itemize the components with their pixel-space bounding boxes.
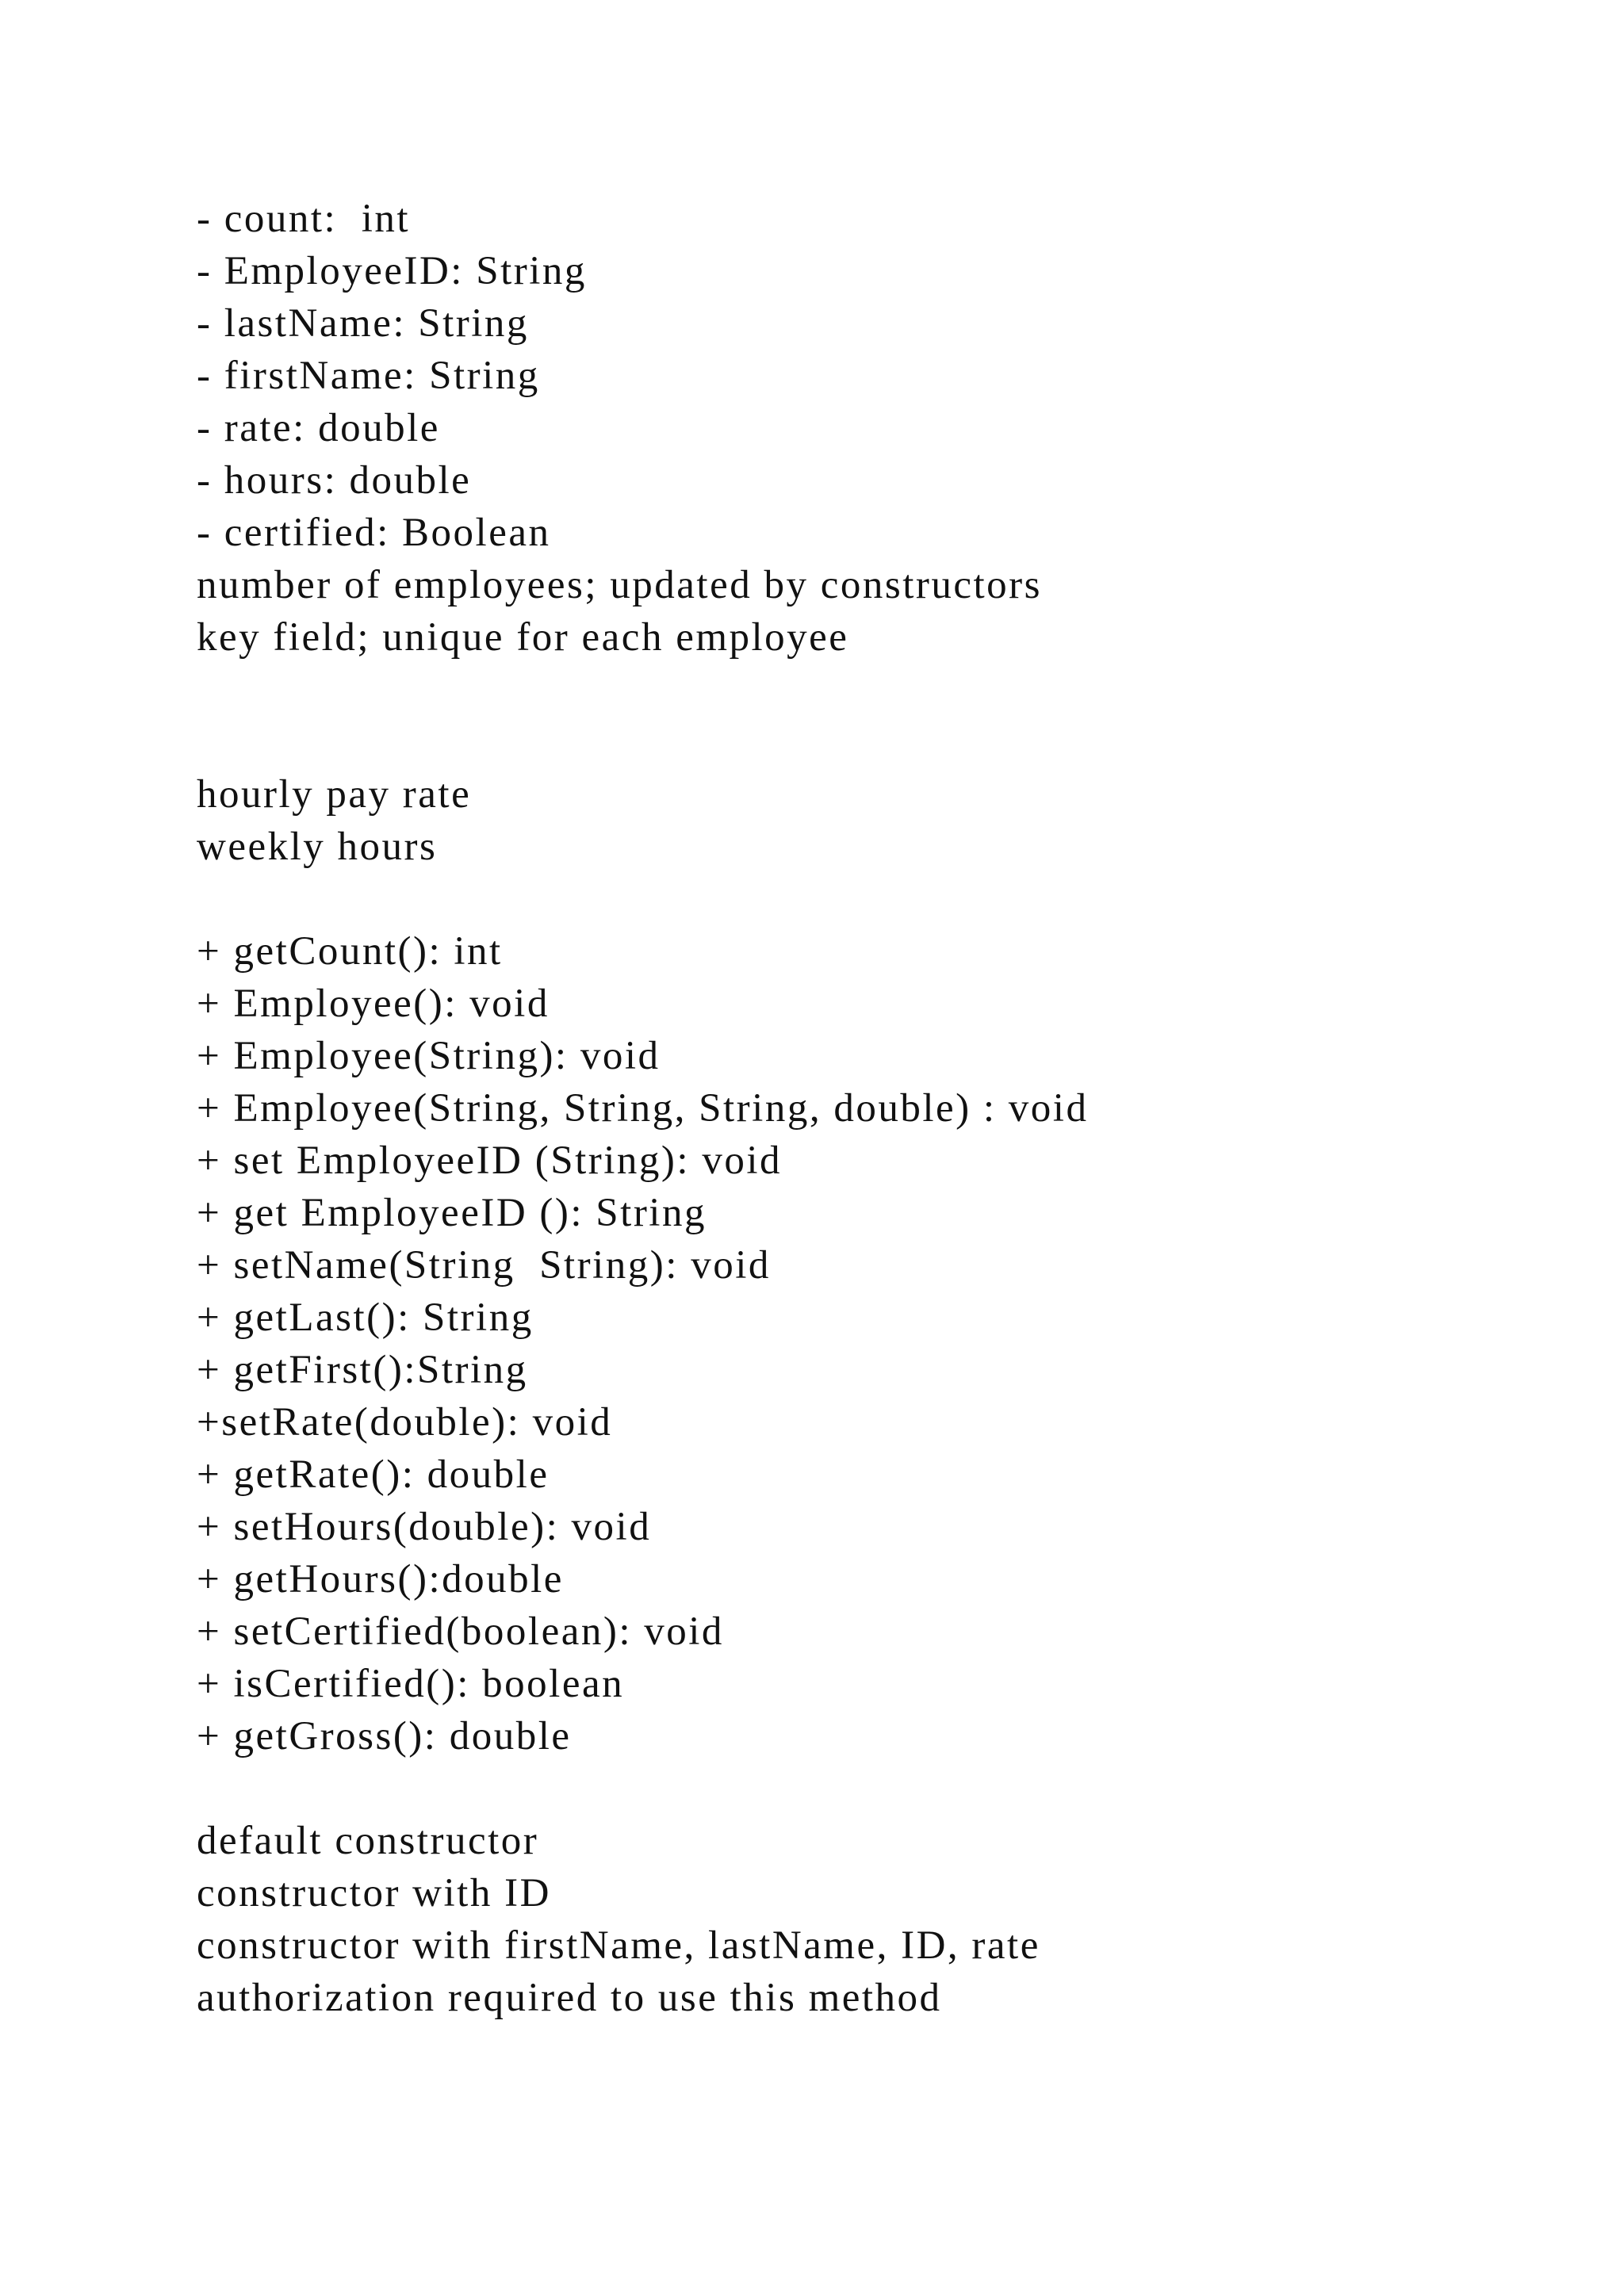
field-note-line: key field; unique for each employee bbox=[197, 615, 849, 660]
field-line: - hours: double bbox=[197, 458, 472, 503]
method-line: + Employee(String, String, String, double) : void bbox=[197, 1086, 1089, 1131]
method-line: + getCount(): int bbox=[197, 929, 503, 974]
method-line: + setName(String String): void bbox=[197, 1243, 771, 1288]
method-note-line: authorization required to use this method bbox=[197, 1976, 942, 2020]
method-line: +setRate(double): void bbox=[197, 1400, 613, 1445]
method-note-line: constructor with ID bbox=[197, 1871, 551, 1915]
field-notes-block-2 bbox=[197, 768, 1545, 873]
method-note-line: constructor with firstName, lastName, ID, rate bbox=[197, 1923, 1040, 1968]
field-note-line: weekly hours bbox=[197, 825, 438, 869]
spacer bbox=[197, 664, 1545, 768]
method-line: + getFirst():String bbox=[197, 1348, 528, 1392]
method-line: + set EmployeeID (String): void bbox=[197, 1138, 782, 1183]
method-line: + getLast(): String bbox=[197, 1295, 534, 1340]
field-notes-block bbox=[197, 559, 1545, 664]
methods-block bbox=[197, 925, 1545, 1762]
field-line: - EmployeeID: String bbox=[197, 249, 587, 293]
method-notes-block bbox=[197, 1815, 1545, 2024]
spacer bbox=[197, 1762, 1545, 1815]
method-line: + isCertified(): boolean bbox=[197, 1662, 625, 1706]
field-note-line: hourly pay rate bbox=[197, 772, 472, 817]
field-line: - certified: Boolean bbox=[197, 511, 551, 555]
method-line: + setHours(double): void bbox=[197, 1505, 652, 1549]
field-note-line: number of employees; updated by constructors bbox=[197, 563, 1043, 607]
field-line: - rate: double bbox=[197, 406, 440, 450]
method-line: + get EmployeeID (): String bbox=[197, 1191, 707, 1235]
spacer bbox=[197, 873, 1545, 925]
field-line: - lastName: String bbox=[197, 301, 529, 346]
method-line: + Employee(String): void bbox=[197, 1034, 661, 1078]
document-body bbox=[197, 193, 1545, 2024]
field-line: - firstName: String bbox=[197, 354, 540, 398]
method-line: + getGross(): double bbox=[197, 1714, 572, 1758]
field-line: - count: int bbox=[197, 197, 411, 241]
method-line: + setCertified(boolean): void bbox=[197, 1609, 724, 1654]
method-line: + getHours():double bbox=[197, 1557, 564, 1601]
method-note-line: default constructor bbox=[197, 1819, 539, 1863]
method-line: + getRate(): double bbox=[197, 1452, 550, 1497]
method-line: + Employee(): void bbox=[197, 982, 550, 1026]
fields-block bbox=[197, 193, 1545, 559]
